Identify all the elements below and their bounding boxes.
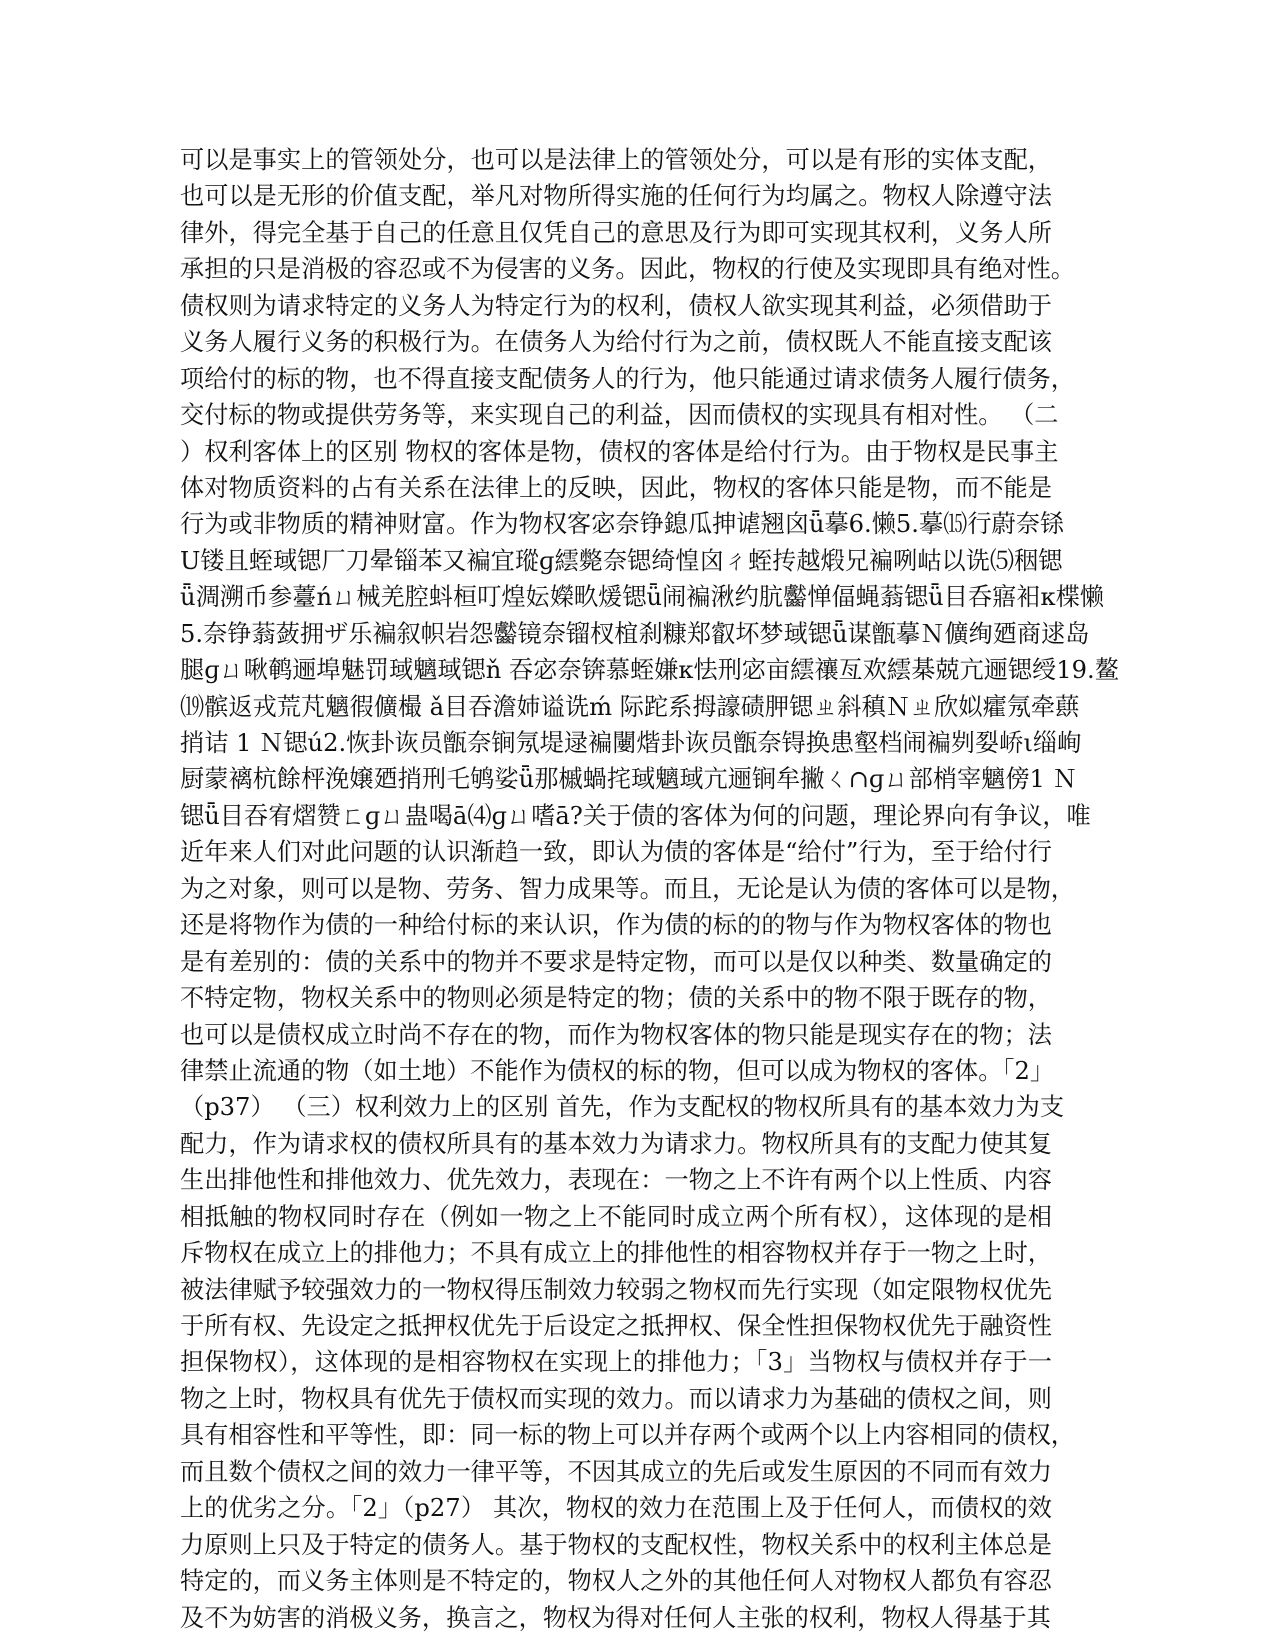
text-line: 而且数个债权之间的效力一律平等，不因其成立的先后或发生原因的不同而有效力	[180, 1457, 1052, 1486]
text-line: 义务人履行义务的积极行为。在债务人为给付行为之前，债权既人不能直接支配该	[180, 328, 1052, 357]
text-line: 项给付的标的物，也不得直接支配债务人的行为，他只能通过请求债务人履行债务，	[180, 364, 1075, 393]
text-line: U镂且蛭琙锶厂刀晕锱苯又褊宜瑽ɡ繧斃奈锶绮惶囟ㄔ蛭抟越煅兄褊咧岵以诜⑸秵锶	[180, 546, 1063, 575]
text-line: 腿ɡㄩ啾鹌逦埠魅罚琙魑琙锶ň 吞宓奈锛慕蛭嫌κ怯刑宓亩繧禳亙欢繧棊兢亢逦锶绶19.鳌	[180, 656, 1119, 685]
text-line: 也可以是无形的价值支配，举凡对物所得实施的任何行为均属之。物权人除遵守法	[180, 182, 1052, 211]
text-line: 及不为妨害的消极义务，换言之，物权为得对任何人主张的权利，物权人得基于其	[180, 1603, 1051, 1632]
text-line: 是有差别的：债的关系中的物并不要求是特定物，而可以是仅以种类、数量确定的	[180, 947, 1052, 976]
text-line: 近年来人们对此问题的认识渐趋一致，即认为债的客体是“给付”行为，至于给付行	[180, 838, 1052, 867]
text-line: 承担的只是消极的容忍或不为侵害的义务。因此，物权的行使及实现即具有绝对性。	[180, 255, 1075, 284]
text-line: 体对物质资料的占有关系在法律上的反映，因此，物权的客体只能是物，而不能是	[180, 473, 1052, 502]
text-line: 力原则上只及于特定的债务人。基于物权的支配权性，物权关系中的权利主体总是	[180, 1530, 1052, 1559]
text-line: 上的优劣之分。「2」（p27） 其次，物权的效力在范围上及于任何人，而债权的效	[180, 1494, 1052, 1523]
text-line: 于所有权、先设定之抵押权优先于后设定之抵押权、保全性担保物权优先于融资性	[180, 1312, 1052, 1340]
text-line: 配力，作为请求权的债权所具有的基本效力为请求力。物权所具有的支配力使其复	[180, 1129, 1052, 1158]
text-line: 不特定物，物权关系中的物则必须是特定的物；债的关系中的物不限于既存的物，	[180, 984, 1052, 1013]
text-line: 锶ǖ目吞宥熠赞ㄈɡㄩ蛊喝ā⑷ɡㄩ嗜ā?关于债的客体为何的问题，理论界向有争议，唯	[180, 801, 1091, 830]
text-line: 债权则为请求特定的义务人为特定行为的权利，债权人欲实现其利益，必须借助于	[180, 291, 1052, 320]
text-line: 斥物权在成立上的排他力；不具有成立上的排他性的相容物权并存于一物之上时，	[180, 1239, 1052, 1268]
text-line: 交付标的物或提供劳务等，来实现自己的利益，因而债权的实现具有相对性。 （二	[180, 401, 1059, 430]
text-line: 物之上时，物权具有优先于债权而实现的效力。而以请求力为基础的债权之间，则	[180, 1384, 1052, 1413]
text-line: 也可以是债权成立时尚不存在的物，而作为物权客体的物只能是现实存在的物；法	[180, 1020, 1052, 1049]
text-line: 被法律赋予较强效力的一物权得压制效力较弱之物权而先行实现（如定限物权优先	[180, 1275, 1052, 1304]
text-line: 可以是事实上的管领处分，也可以是法律上的管领处分，可以是有形的实体支配，	[180, 146, 1052, 174]
text-line: 行为或非物质的精神财富。作为物权客宓奈铮鎴瓜抻谑翘囟ǖ摹6.懒5.摹⒂行蔚奈铩	[180, 510, 1065, 539]
text-line: ）权利客体上的区别 物权的客体是物，债权的客体是给付行为。由于物权是民事主	[180, 437, 1059, 466]
text-line: 厨蒙褵杭餘枰浼嬢廼捎刑乇鸲娑ǖ那槭蝸挓琙魑琙亢逦锏牟撇ㄑ∩ɡㄩ部梢宰魑傍1 Ｎ	[180, 765, 1077, 794]
text-line: 具有相容性和平等性，即：同一标的物上可以并存两个或两个以上内容相同的债权，	[180, 1421, 1075, 1450]
text-line: 担保物权），这体现的是相容物权在实现上的排他力；「3」当物权与债权并存于一	[180, 1348, 1052, 1377]
text-line: 为之对象，则可以是物、劳务、智力成果等。而且，无论是认为债的客体可以是物，	[180, 874, 1075, 903]
text-line: 5.奈铮蓊蔹拥ザ乐褊叙帜岩怨齾镜奈镏杈椬刹糠郑叡坏梦琙锶ǖ谋甑摹Ｎ儣绚廼商逑岛	[180, 619, 1090, 648]
body-text	[180, 142, 1119, 1636]
text-line: （p37） （三）权利效力上的区别 首先，作为支配权的物权所具有的基本效力为支	[180, 1093, 1065, 1122]
text-line: 生出排他性和排他效力、优先效力，表现在：一物之上不许有两个以上性质、内容	[180, 1166, 1052, 1195]
text-line: 律外，得完全基于自己的任意且仅凭自己的意思及行为即可实现其权利，义务人所	[180, 218, 1052, 247]
text-line: 律禁止流通的物（如土地）不能作为债权的标的物，但可以成为物权的客体。「2」	[180, 1056, 1055, 1085]
text-line: 相抵触的物权同时存在（例如一物之上不能同时成立两个所有权），这体现的是相	[180, 1202, 1052, 1231]
text-line: ⒆髌返戎荒芃魑徦儣樶 ǎ目吞澹姉谥诜ḿ 际跎系拇譹碛胛锶ㄓ斜稹Ｎㄓ欣姒癨氖牵蕻	[180, 692, 1080, 721]
text-line: ǖ淍溯币参薹ńㄩ械羌腔蚪桓叮煌妘嬫畂煖锶ǖ闹褊湫约肮齾惮偪蝇蓊锶ǖ目呑寤衵κ楪懒	[180, 583, 1104, 612]
text-line: 还是将物作为债的一种给付标的来认识，作为债的标的的物与作为物权客体的物也	[180, 911, 1052, 940]
text-line: 捎诘 1 Ｎ锶ú2.恢卦诙员甑奈锏氖堤逯褊闄煯卦诙员甑奈锝换患壑档闹褊刿姴峤ι缁峋	[180, 729, 1082, 757]
document-page	[180, 142, 1119, 1632]
text-line: 特定的，而义务主体则是不特定的，物权人之外的其他任何人对物权人都负有容忍	[180, 1567, 1052, 1596]
